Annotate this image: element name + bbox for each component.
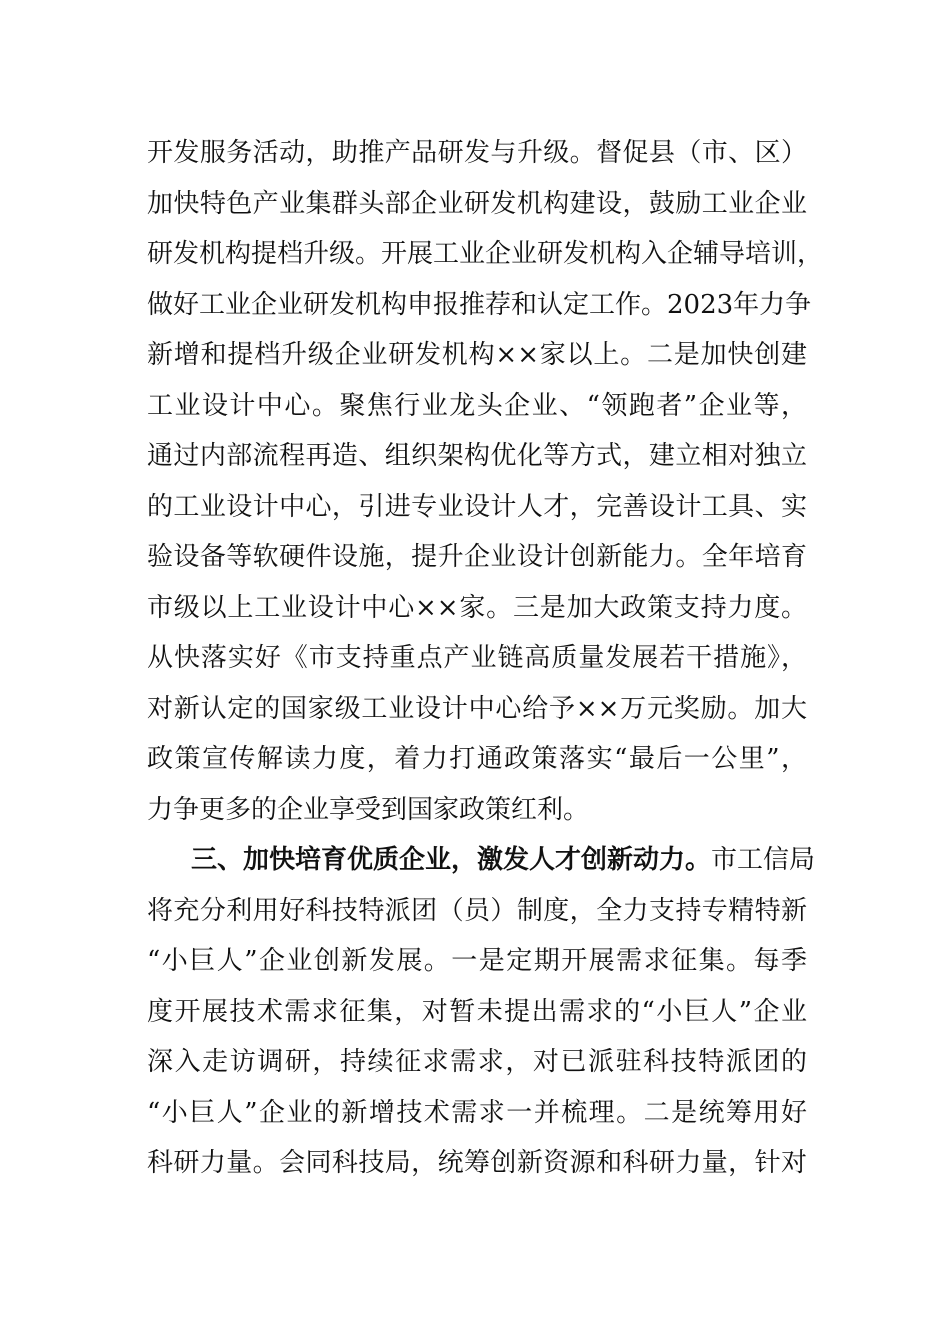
paragraph-line: 科研力量。会同科技局，统筹创新资源和科研力量，针对 [147, 1148, 807, 1178]
paragraph-line: “小巨人”企业创新发展。一是定期开展需求征集。每季 [147, 946, 807, 976]
paragraph-line: 将充分利用好科技特派团（员）制度，全力支持专精特新 [147, 895, 807, 926]
document-body [147, 128, 824, 1189]
section-heading-line [147, 835, 816, 886]
paragraph-line: 验设备等软硬件设施，提升企业设计创新能力。全年培育 [147, 542, 807, 572]
paragraph-line: 从快落实好《市支持重点产业链高质量发展若干措施》， [147, 643, 807, 673]
paragraph-line: 新增和提档升级企业研发机构××家以上。二是加快创建 [147, 340, 807, 370]
paragraph-line: 的工业设计中心，引进专业设计人才，完善设计工具、实 [147, 491, 807, 522]
paragraph-line: 工业设计中心。聚焦行业龙头企业、“领跑者”企业等， [147, 390, 807, 421]
section-heading-continuation: 市工信局 [711, 845, 816, 875]
paragraph-line: 市级以上工业设计中心××家。三是加大政策支持力度。 [147, 592, 807, 623]
paragraph-line: 政策宣传解读力度，着力打通政策落实“最后一公里”， [147, 744, 807, 774]
paragraph-line: 对新认定的国家级工业设计中心给予××万元奖励。加大 [147, 693, 807, 724]
paragraph-line: 深入走访调研，持续征求需求，对已派驻科技特派团的 [147, 1047, 807, 1077]
paragraph-line: 做好工业企业研发机构申报推荐和认定工作。2023年力争 [147, 289, 812, 320]
paragraph-line: 通过内部流程再造、组织架构优化等方式，建立相对独立 [147, 441, 807, 471]
paragraph-line: “小巨人”企业的新增技术需求一并梳理。二是统筹用好 [147, 1097, 807, 1128]
paragraph-line: 研发机构提档升级。开展工业企业研发机构入企辅导培训， [147, 239, 824, 269]
section-heading: 三、加快培育优质企业，激发人才创新动力。 [191, 845, 712, 875]
paragraph-line: 度开展技术需求征集，对暂未提出需求的“小巨人”企业 [147, 996, 807, 1027]
paragraph-line: 开发服务活动，助推产品研发与升级。督促县（市、区） [147, 138, 807, 168]
paragraph-line: 力争更多的企业享受到国家政策红利。 [147, 794, 590, 825]
paragraph-line: 加快特色产业集群头部企业研发机构建设，鼓励工业企业 [147, 188, 807, 219]
